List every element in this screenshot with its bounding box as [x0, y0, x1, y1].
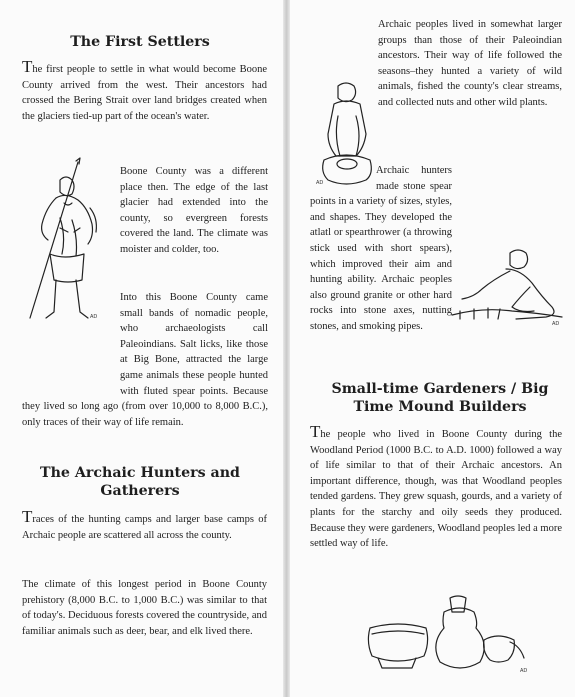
heading-archaic-hunters: The Archaic Hunters and Gatherers — [40, 465, 240, 499]
paragraph-first-settlers-2: Boone County was a different place then. The edge of the last glacier had extended into the county, so evergreen forests covered the land. The climate was moister and colder, too. — [120, 166, 268, 255]
paragraph-first-settlers-1: The first people to settle in what would become Boone County arrived from the west. Their ancestors had crossed the Bering Strait over land bridges created when the glaciers tied-up part of the ocean's water. — [22, 57, 267, 122]
heading-first-settlers: The First Settlers — [70, 34, 210, 50]
artist-initials: AD — [552, 321, 560, 327]
woodland-pottery-illustration — [360, 592, 535, 674]
artist-initials: AD — [316, 180, 324, 186]
spear-point-maker-illustration — [450, 245, 565, 330]
paragraph-archaic-4: Archaic hunters made stone spear points in a variety of sizes, styles, and shapes. They developed the atlatl or spearthrower (a throwing stick used with short spears), which improved their aim and hunting ability. Archaic peoples also ground granite or other hard rocks into stone axes, nutting stones, and smoking pipes. — [310, 165, 452, 332]
page-gutter — [283, 0, 290, 697]
left-page — [0, 0, 283, 697]
artist-initials: AD — [90, 314, 98, 320]
right-page — [290, 0, 575, 697]
paragraph-first-settlers-3-wrap — [22, 290, 268, 430]
heading-woodland-gardeners: Small-time Gardeners / Big Time Mound Builders — [331, 381, 549, 415]
artist-initials: AD — [520, 668, 528, 674]
paragraph-archaic-1: Traces of the hunting camps and larger base camps of Archaic people are scattered all across the county. — [22, 507, 267, 541]
paragraph-first-settlers-3: Into this Boone County came small bands of nomadic people, who archaeologists call Paleoindians. Salt licks, like those at Big Bone, attracted the large game animals these people hunted with fluted spear points. Because they lived so long ago (from over 10,000 to 8,000 B.C.), only traces of their way of life remain. — [22, 292, 268, 428]
float-spacer — [22, 290, 120, 384]
paragraph-woodland-1: The people who lived in Boone County during the Woodland Period (1000 B.C. to A.D. 1000) followed a way of life similar to that of their Archaic ancestors. An important difference, though, was that Woodland peoples tended gardens. They grew squash, gourds, and a variety of plants for the starchy and oily seeds they produced. Because they were gardeners, Woodland peoples led a more settled way of life. — [310, 422, 562, 550]
paragraph-archaic-2: The climate of this longest period in Boone County prehistory (8,000 B.C. to 1,000 B.C.) was similar to that of today's. Deciduous forests covered the countryside, and familiar animals such as deer, bear, and elk lived there. — [22, 579, 267, 637]
float-spacer — [310, 163, 376, 191]
paragraph-archaic-3: Archaic peoples lived in somewhat larger groups than those of their Paleoindian ancestors. Their way of life followed the seasons–they hunted a variety of wild animals, fished the county's clear streams, and collected nuts and other wild plants. — [378, 19, 562, 108]
